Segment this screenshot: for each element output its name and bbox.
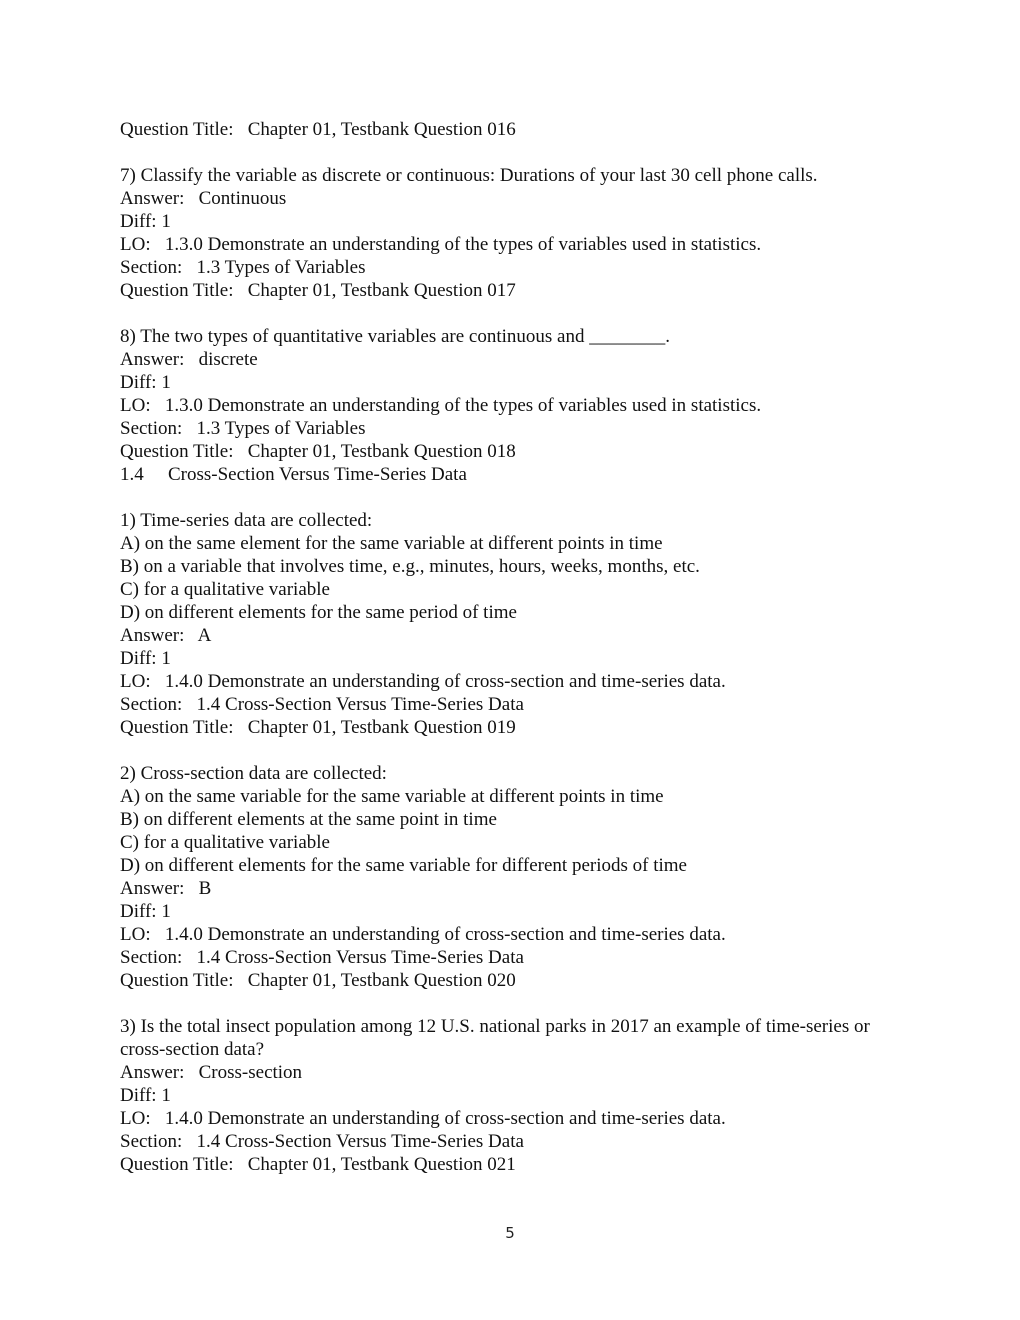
answer-line: Answer: discrete: [120, 349, 258, 370]
learning-objective-line: LO: 1.4.0 Demonstrate an understanding of cross-section and time-series data.: [120, 671, 726, 692]
question-title-line: Question Title: Chapter 01, Testbank Question 017: [120, 280, 516, 301]
question-block-8: [120, 325, 910, 463]
difficulty-line: Diff: 1: [120, 211, 171, 232]
difficulty-line: Diff: 1: [120, 372, 171, 393]
document-page: [120, 118, 910, 1176]
difficulty-line: Diff: 1: [120, 901, 171, 922]
answer-line: Answer: A: [120, 625, 212, 646]
difficulty-line: Diff: 1: [120, 648, 171, 669]
section-title: Cross-Section Versus Time-Series Data: [168, 464, 467, 485]
question-text: 3) Is the total insect population among 12 U.S. national parks in 2017 an example of time-series or cross-section data?: [120, 1016, 875, 1060]
section-line: Section: 1.4 Cross-Section Versus Time-Series Data: [120, 1131, 524, 1152]
question-title-line: Question Title: Chapter 01, Testbank Question 021: [120, 1154, 516, 1175]
spacer: [120, 992, 910, 1015]
question-text: 2) Cross-section data are collected:: [120, 763, 387, 784]
spacer: [120, 302, 910, 325]
spacer: [120, 486, 910, 509]
question-title-line: Question Title: Chapter 01, Testbank Question 018: [120, 441, 516, 462]
option-c: C) for a qualitative variable: [120, 832, 330, 853]
learning-objective-line: LO: 1.3.0 Demonstrate an understanding of the types of variables used in statistics.: [120, 395, 762, 416]
question-title-line: Question Title: Chapter 01, Testbank Question 016: [120, 119, 516, 140]
answer-line: Answer: B: [120, 878, 212, 899]
question-block-1-4-2: [120, 762, 910, 992]
section-line: Section: 1.3 Types of Variables: [120, 418, 366, 439]
option-a: A) on the same variable for the same variable at different points in time: [120, 786, 664, 807]
question-text: 1) Time-series data are collected:: [120, 510, 373, 531]
option-d: D) on different elements for the same period of time: [120, 602, 517, 623]
difficulty-line: Diff: 1: [120, 1085, 171, 1106]
option-d: D) on different elements for the same variable for different periods of time: [120, 855, 687, 876]
section-line: Section: 1.3 Types of Variables: [120, 257, 366, 278]
spacer: [120, 739, 910, 762]
question-block-1-4-3: [120, 1015, 910, 1176]
section-line: Section: 1.4 Cross-Section Versus Time-Series Data: [120, 694, 524, 715]
section-line: Section: 1.4 Cross-Section Versus Time-Series Data: [120, 947, 524, 968]
question-text: 8) The two types of quantitative variables are continuous and ________.: [120, 326, 670, 347]
page-number: 5: [505, 1224, 515, 1242]
section-heading: [120, 463, 910, 486]
learning-objective-line: LO: 1.4.0 Demonstrate an understanding of cross-section and time-series data.: [120, 1108, 726, 1129]
question-block-7: [120, 164, 910, 302]
question-title-line: Question Title: Chapter 01, Testbank Question 019: [120, 717, 516, 738]
learning-objective-line: LO: 1.4.0 Demonstrate an understanding of cross-section and time-series data.: [120, 924, 726, 945]
option-a: A) on the same element for the same variable at different points in time: [120, 533, 663, 554]
answer-line: Answer: Continuous: [120, 188, 287, 209]
answer-line: Answer: Cross-section: [120, 1062, 303, 1083]
section-number: 1.4: [120, 464, 144, 485]
learning-objective-line: LO: 1.3.0 Demonstrate an understanding of the types of variables used in statistics.: [120, 234, 762, 255]
option-c: C) for a qualitative variable: [120, 579, 330, 600]
question-title-line: Question Title: Chapter 01, Testbank Question 020: [120, 970, 516, 991]
spacer: [120, 141, 910, 164]
question-text: 7) Classify the variable as discrete or continuous: Durations of your last 30 cell phone calls.: [120, 165, 818, 186]
question-block-1-4-1: [120, 509, 910, 739]
option-b: B) on different elements at the same point in time: [120, 809, 497, 830]
option-b: B) on a variable that involves time, e.g., minutes, hours, weeks, months, etc.: [120, 556, 700, 577]
